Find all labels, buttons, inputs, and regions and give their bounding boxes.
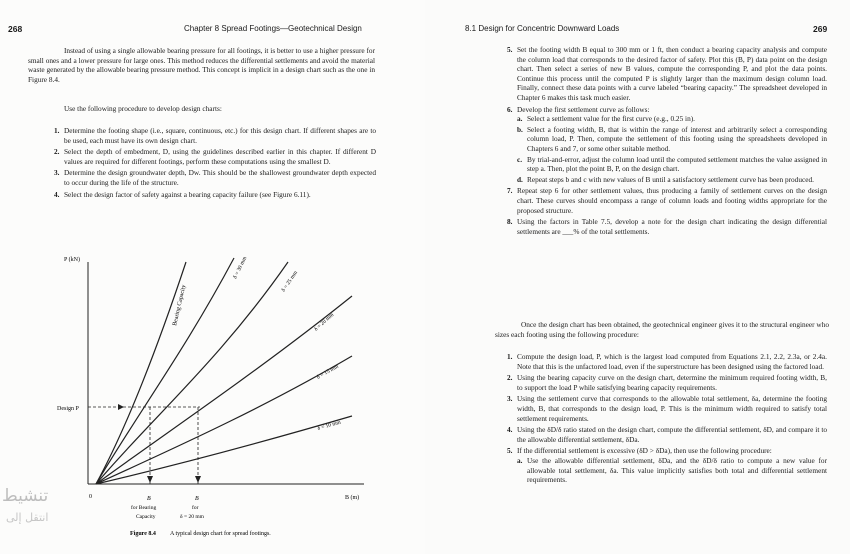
- right-page: [425, 0, 850, 554]
- settlement-curve-20: [96, 296, 352, 484]
- right-page-number: 269: [813, 24, 828, 34]
- settlement-curve-30: [96, 258, 234, 484]
- list-item: b. Select a footing width, B, that is within the range of interest and arbitrarily select a corresponding column load, P. Then, compute the settlement of this footing using the spreadsheets developed in Chapters 6 and 7, or some other suitable method.: [517, 124, 827, 153]
- left-running-head: Chapter 8 Spread Footings—Geotechnical Design: [184, 24, 362, 33]
- curve-label-15: δ = 15 mm: [316, 363, 340, 381]
- list-item: 1. Determine the footing shape (i.e., square, continuous, etc.) for this design chart. If different shapes are to be used, each must have its own design chart.: [54, 126, 376, 145]
- step-5-sublist: [517, 456, 827, 485]
- settlement-curve-25: [96, 262, 288, 484]
- list-item: 2. Using the bearing capacity curve on the design chart, determine the minimum required footing width, B, to support the load P while satisfying bearing capacity requirements.: [507, 373, 827, 392]
- list-item: 3. Using the settlement curve that corresponds to the allowable total settlement, δa, determine the footing width, B, that corresponds to the design load, P. This is the minimum width required to satisfy total settlement requirements.: [507, 394, 827, 423]
- step-6-sublist: [517, 114, 827, 184]
- curve-label-20: δ = 20 mm: [313, 312, 336, 333]
- settlement-curve-15: [96, 356, 352, 484]
- figure-caption-number: Figure 8.4: [130, 531, 156, 537]
- list-item: 2. Select the depth of embedment, D, using the guidelines described earlier in this chapter. If different D values are required for different footings, perform these computations using the smallest D.: [54, 147, 376, 166]
- list-item: 5. Set the footing width B equal to 300 mm or 1 ft, then conduct a bearing capacity analysis and compute the column load that corresponds to the desired factor of safety. Plot this (B, P) data point on the design chart. Then select a series of new B values, compute the corresponding P, and plot the data points. Continue this process until the computed P is slightly larger than the maximum design column load. Finally, connect these data points with a curve labeled “bearing capacity.” The spreadsheet developed in Chapter 6 makes this task much easier.: [507, 45, 827, 102]
- left-page-number: 268: [8, 24, 23, 34]
- list-item: 7. Repeat step 6 for other settlement values, thus producing a family of settlement curves on the design chart. These curves should encompass a range of column loads and footing widths appropriate for the proposed structure.: [507, 186, 827, 215]
- curve-label-25: δ = 25 mm: [280, 269, 300, 294]
- list-item: c. By trial-and-error, adjust the column load until the computed settlement matches the value assigned in step a. Then, plot the point B, P, on the design chart.: [517, 154, 827, 174]
- right-paragraph-mid: Once the design chart has been obtained, the geotechnical engineer gives it to the structural engineer who sizes each footing using the following procedure:: [495, 320, 829, 339]
- arrow-b-settlement: [195, 476, 201, 483]
- x-axis-label: B (m): [345, 495, 360, 501]
- bearing-curve-label: Bearing Capacity: [172, 284, 188, 327]
- arrow-design-p: [118, 404, 124, 410]
- list-item: 8. Using the factors in Table 7.5, develop a note for the design chart indicating the design differential settlements are ___% of the total settlements.: [507, 217, 827, 236]
- list-item: 5. If the differential settlement is excessive (δD > δDa), then use the following procedure: a. Use the allowable differential settlement, δDa, and the δD/δ ratio to compute a new value for allowable total settlement, δa. This value implicitly satisfies both total and differential settlement requirements.: [507, 446, 827, 485]
- list-item: 4. Using the δD/δ ratio stated on the design chart, compute the differential settlement, δD, and compare it to the allowable differential settlement, δDa.: [507, 425, 827, 444]
- design-p-label: Design P: [57, 406, 79, 412]
- watermark-line-2: انتقل إلى: [6, 511, 49, 524]
- left-paragraph-1: Instead of using a single allowable bearing pressure for all footings, it is better to use a higher pressure for small ones and a lower pressure for large ones. This method reduces the differential settlements and avoid the material waste generated by the allowable bearing pressure method. This concept is implicit in a design chart such as the one in Figure 8.4.: [28, 46, 375, 84]
- watermark-line-1: تنشيط: [2, 486, 49, 506]
- y-axis-label: P (kN): [64, 257, 80, 263]
- curve-label-30: δ = 30 mm: [232, 255, 249, 280]
- right-step-list-2: [507, 352, 827, 487]
- list-item: a. Select a settlement value for the first curve (e.g., 0.25 in).: [517, 114, 695, 124]
- b-bearing-sub-1: for Bearing: [131, 505, 157, 511]
- left-paragraph-2: Use the following procedure to develop design charts:: [64, 104, 222, 113]
- b-bearing-label: B: [147, 496, 151, 502]
- b-settlement-label: B: [195, 496, 199, 502]
- origin-label: 0: [89, 494, 92, 500]
- bearing-capacity-curve: [96, 262, 186, 484]
- list-item: 4. Select the design factor of safety against a bearing capacity failure (see Figure 6.11).: [54, 189, 311, 199]
- b-settlement-sub-1: for: [192, 505, 199, 511]
- list-item: d. Repeat steps b and c with new values of B until a satisfactory settlement curve has been produced.: [517, 174, 814, 184]
- b-bearing-sub-2: Capacity: [136, 514, 156, 520]
- list-item: 6. Develop the first settlement curve as follows: a. Select a settlement value for the first curve (e.g., 0.25 in). b. Select a footing width, B, that is within the range of interest and arbitrarily select a corresponding column load, P. Then, compute the settlement of this footing using the spreadsheets developed in Chapters 6 and 7, or some other suitable method. c. By trial-and-error, adjust the column load until the computed settlement matches the value assigned in step a. Then, plot the point B, P, on the design chart. d. Repeat steps b and c with new values of B until a satisfactory settlement curve has been produced.: [507, 104, 827, 184]
- arrow-b-bearing: [147, 476, 153, 483]
- list-item: 1. Compute the design load, P, which is the largest load computed from Equations 2.1, 2.2, 2.3a, or 2.4a. Note that this is the unfactored load, even if the superstructure has been designed using the factored load.: [507, 352, 827, 371]
- right-section-head: 8.1 Design for Concentric Downward Loads: [465, 24, 620, 33]
- list-item: 3. Determine the design groundwater depth, Dw. This should be the shallowest groundwater depth expected to occur during the life of the structure.: [54, 168, 376, 187]
- figure-caption-text: A typical design chart for spread footings.: [170, 531, 271, 537]
- b-settlement-sub-2: δ = 20 mm: [180, 514, 204, 520]
- settlement-curve-10: [96, 416, 352, 484]
- list-item: a. Use the allowable differential settlement, δDa, and the δD/δ ratio to compute a new value for allowable total settlement, δa. This value implicitly satisfies both total and differential settlement requirements.: [517, 455, 827, 485]
- curve-label-10: δ = 10 mm: [316, 419, 342, 432]
- right-step-list: [507, 45, 827, 238]
